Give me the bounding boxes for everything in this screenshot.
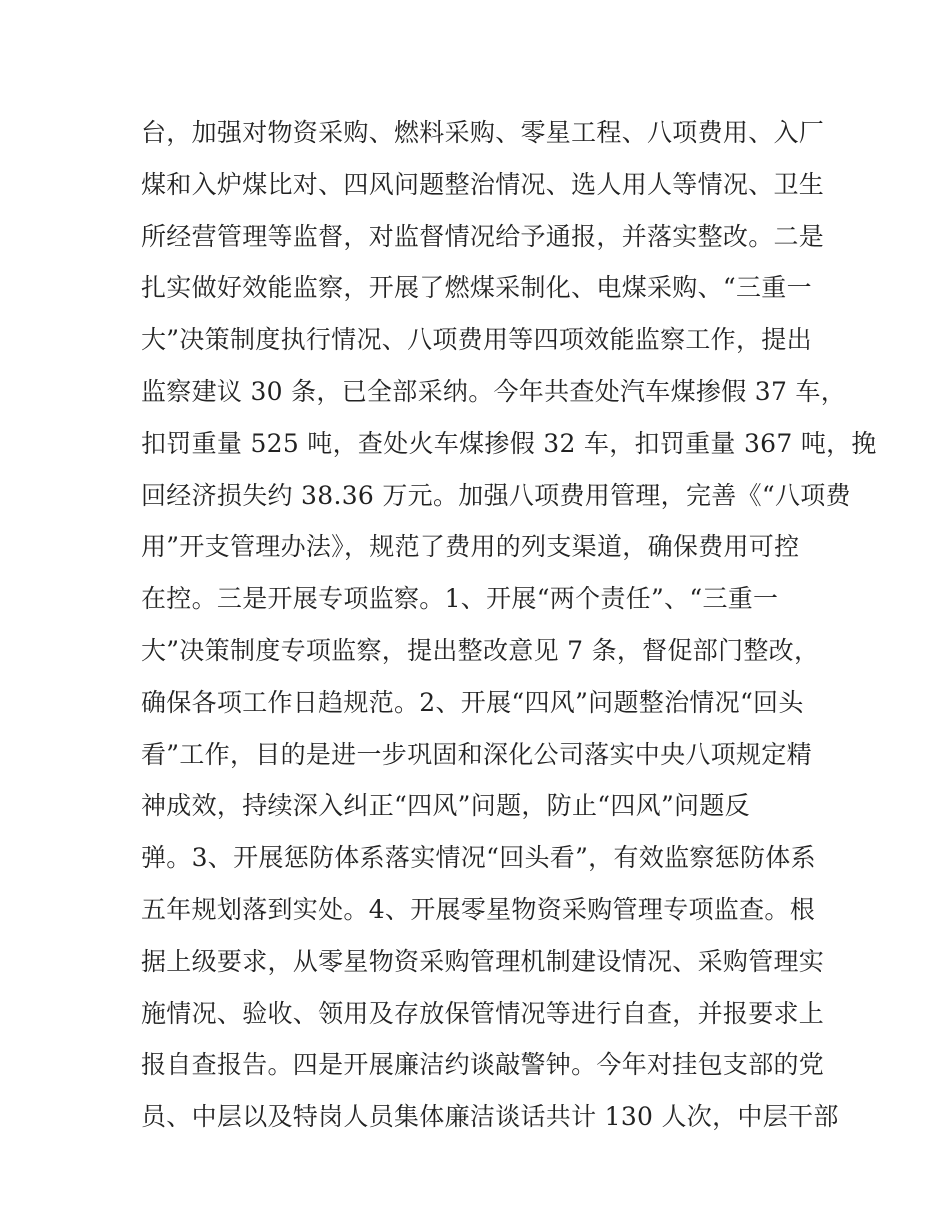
document-body [141,107,877,1143]
text-line: 监察建议 30 条，已全部采纳。今年共查处汽车煤掺假 37 车， [141,376,847,406]
text-line: 弹。3、开展惩防体系落实情况“回头看”，有效监察惩防体系 [141,843,816,873]
text-line: 所经营管理等监督，对监督情况给予通报，并落实整改。二是 [141,221,825,251]
text-line: 五年规划落到实处。4、开展零星物资采购管理专项监查。根 [141,894,816,924]
text-line: 大”决策制度执行情况、八项费用等四项效能监察工作，提出 [141,325,812,355]
text-line: 扎实做好效能监察，开展了燃煤采制化、电煤采购、“三重一 [141,273,812,303]
text-line: 台，加强对物资采购、燃料采购、零星工程、八项费用、入厂 [141,118,825,147]
text-line: 确保各项工作日趋规范。2、开展“四风”问题整治情况“回头 [141,687,804,717]
text-line: 扣罚重量 525 吨，查处火车煤掺假 32 车，扣罚重量 367 吨，挽 [141,428,877,458]
text-line: 施情况、验收、领用及存放保管情况等进行自查，并报要求上 [141,998,825,1028]
text-line: 用”开支管理办法》，规范了费用的列支渠道，确保费用可控 [141,532,800,562]
text-line: 报自查报告。四是开展廉洁约谈敲警钟。今年对挂包支部的党 [141,1050,825,1080]
text-line: 回经济损失约 38.36 万元。加强八项费用管理，完善《“八项费 [141,480,851,510]
text-line: 煤和入炉煤比对、四风问题整治情况、选人用人等情况、卫生 [141,169,825,199]
text-line: 神成效，持续深入纠正“四风”问题，防止“四风”问题反 [141,791,750,821]
text-line: 看”工作，目的是进一步巩固和深化公司落实中央八项规定精 [141,739,812,769]
text-line: 据上级要求，从零星物资采购管理机制建设情况、采购管理实 [141,946,825,976]
text-line: 大”决策制度专项监察，提出整改意见 7 条，督促部门整改， [141,635,820,665]
text-line: 在控。三是开展专项监察。1、开展“两个责任”、“三重一 [141,584,779,614]
text-line: 员、中层以及特岗人员集体廉洁谈话共计 130 人次，中层干部 [141,1102,839,1132]
